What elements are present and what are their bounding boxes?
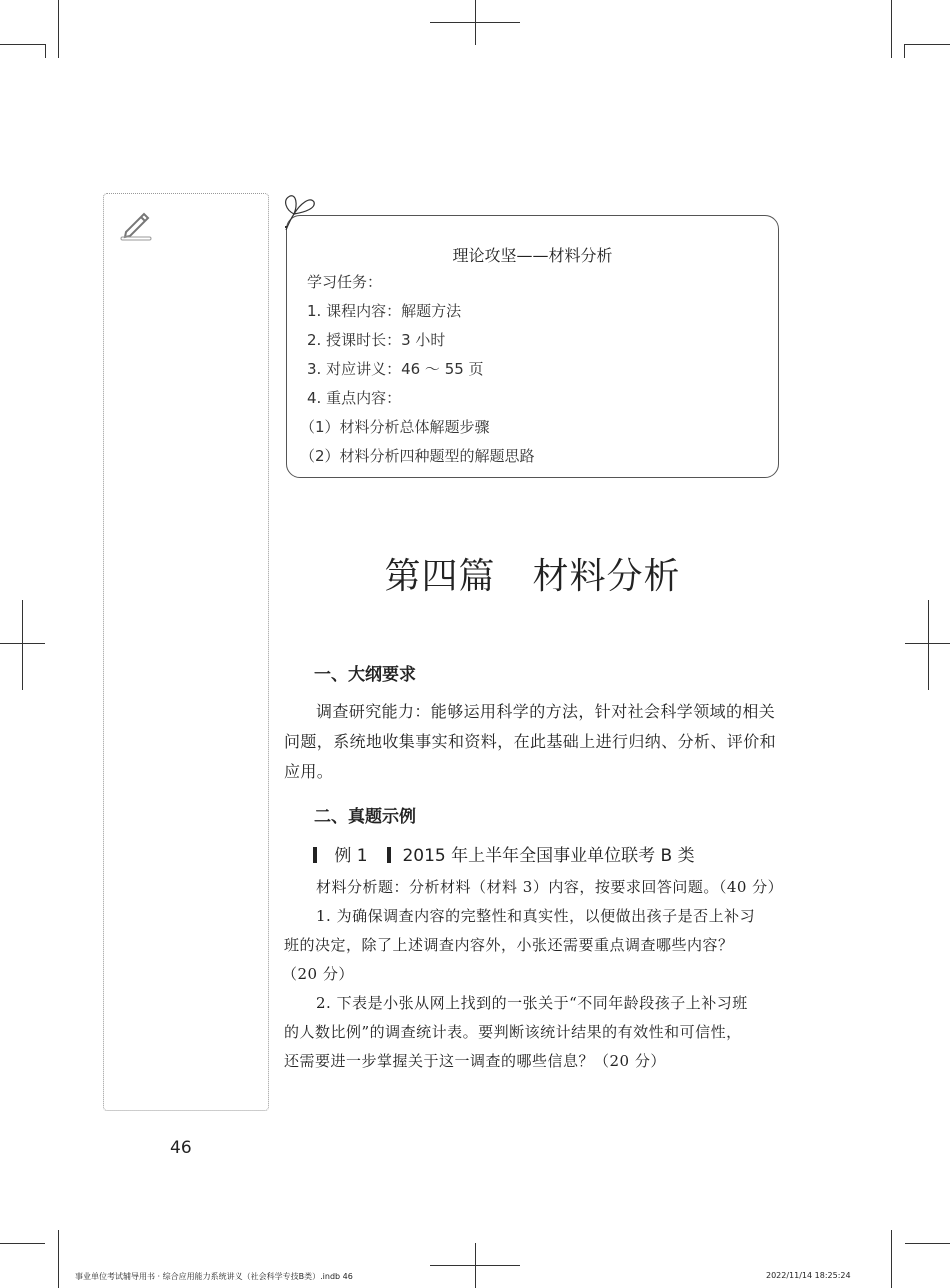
question-line: 材料分析题：分析材料（材料 3）内容，按要求回答问题。（40 分）	[316, 878, 784, 896]
example-source: 2015 年上半年全国事业单位联考 B 类	[402, 846, 695, 866]
body-text-line: 应用。	[284, 762, 334, 781]
question-line: 的人数比例”的调查统计表。要判断该统计结果的有效性和可信性，	[284, 1023, 742, 1041]
pencil-icon	[118, 210, 154, 242]
section-heading: 一、大纲要求	[314, 665, 416, 685]
question-line: （20 分）	[282, 965, 354, 983]
notes-sidebar	[103, 193, 269, 1111]
example-bar	[313, 847, 317, 863]
question-line: 班的决定，除了上述调查内容外，小张还需要重点调查哪些内容？	[284, 936, 734, 954]
body-text-line: 调查研究能力：能够运用科学的方法，针对社会科学领域的相关	[316, 702, 776, 721]
sprout-icon	[280, 190, 320, 230]
task-item: 4. 重点内容：	[307, 389, 402, 407]
task-item: 3. 对应讲义：46 ～ 55 页	[307, 360, 484, 378]
body-text-line: 问题，系统地收集事实和资料，在此基础上进行归纳、分析、评价和	[284, 732, 777, 751]
section-heading: 二、真题示例	[314, 807, 416, 827]
task-item: （1）材料分析总体解题步骤	[300, 418, 490, 436]
task-item: 2. 授课时长：3 小时	[307, 331, 446, 349]
chapter-title: 第四篇 材料分析	[384, 556, 681, 597]
print-footer-file: 事业单位考试辅导用书 · 综合应用能力系统讲义（社会科学专技B类）.indb 46	[75, 1272, 353, 1281]
callout-title: 理论攻坚——材料分析	[452, 246, 613, 265]
example-label: 例 1	[334, 846, 368, 866]
page-number: 46	[170, 1138, 192, 1158]
task-heading: 学习任务：	[307, 273, 383, 291]
example-header	[313, 841, 695, 866]
print-footer-timestamp: 2022/11/14 18:25:24	[766, 1271, 851, 1280]
question-line: 1. 为确保调查内容的完整性和真实性，以便做出孩子是否上补习	[316, 907, 756, 925]
example-bar	[387, 847, 391, 863]
task-item: （2）材料分析四种题型的解题思路	[300, 447, 535, 465]
question-line: 2. 下表是小张从网上找到的一张关于“不同年龄段孩子上补习班	[316, 994, 748, 1012]
task-item: 1. 课程内容：解题方法	[307, 302, 462, 320]
question-line: 还需要进一步掌握关于这一调查的哪些信息？（20 分）	[284, 1052, 666, 1070]
